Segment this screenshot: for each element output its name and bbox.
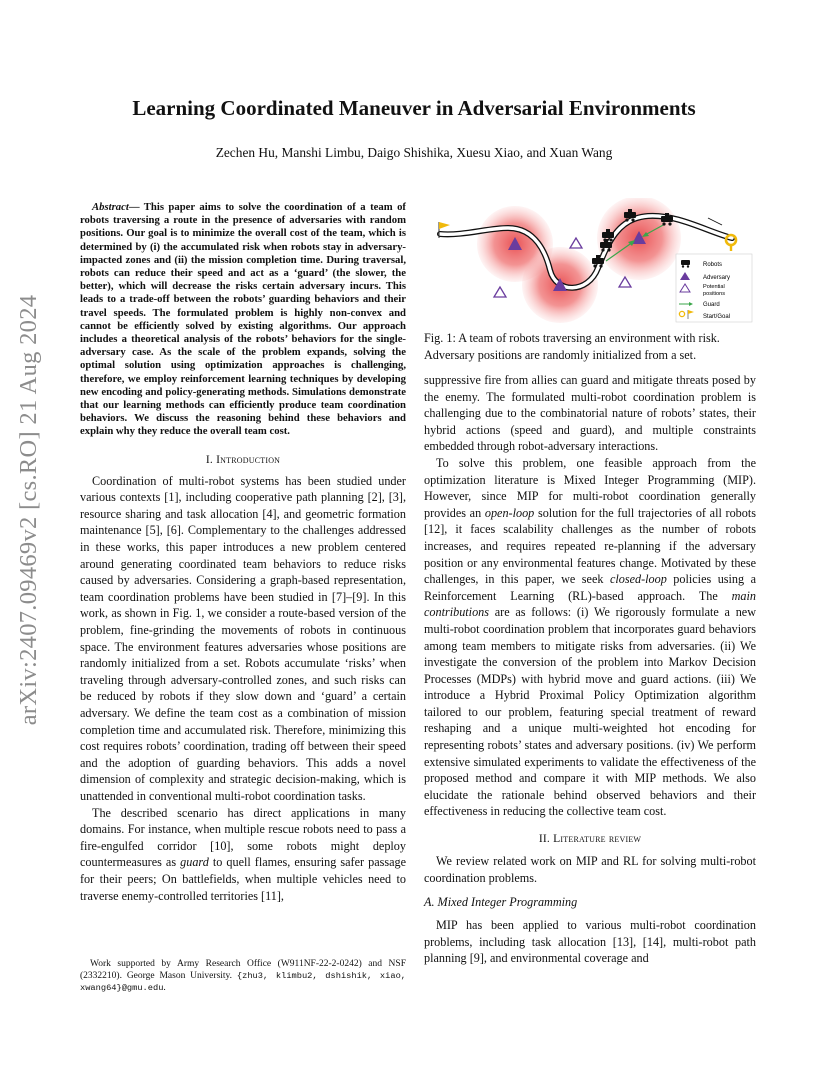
- right-paragraph-1: suppressive fire from allies can guard and mitigate threats posed by the enemy. The formulated multi-robot coordination problem is challenging due to the combinatorial nature of robots’ states, their hybrid actions (speed and guard), and multiple constraints embedded through robot-adversary interactions.: [424, 373, 756, 454]
- intro-p2-part-a: The described scenario has direct applications in many domains. For instance, when multiple rescue robots need to pass a fire-engulfed corridor [10], some robots might deploy countermeasures as: [80, 805, 406, 870]
- section-number: II.: [538, 832, 554, 846]
- legend-potential-label-1: Potential: [703, 284, 725, 290]
- potential-position-icon: [494, 287, 506, 297]
- intro-paragraph-1: Coordination of multi-robot systems has been studied under various contexts [1], including cooperative path planning [2], [3], resource sharing and task allocation [4], and geometric formation maintenance [5], [6]. Complementary to the challenges addressed in these works, this paper introduces a new problem centered around generating coordinated team behaviors to reduce risks caused by adversaries. Considering a graph-based representation, team coordination problems have been studied in [7]–[9]. In this work, as shown in Fig. 1, we consider a route-based version of the problem, fine-grinding the movements of robots in continuous space. The environment features adversaries whose positions are randomly initialized from a set. Robots accumulate ‘risks’ when traveling through adversary-controlled zones, and such risks can be reduced by robots if they slow down and ‘guard’ a certain adversary. We define the team cost as a combination of mission completion time and accumulated risk. Therefore, minimizing this cost requires robots’ coordination, trading off between their speed and the adoption of guarding behaviors. This adds a novel dimension of complexity and strategic decision-making, which is unattended in conventional multi-robot coordination tasks.: [80, 473, 406, 803]
- footnote-end: .: [163, 983, 166, 994]
- figure-1: [428, 198, 756, 324]
- legend-potential-label-2: positions: [703, 291, 726, 297]
- potential-position-icon: [570, 238, 582, 248]
- right-paragraph-3: We review related work on MIP and RL for solving multi-robot coordination problems.: [424, 854, 756, 885]
- right-p2-part-b: solution for the full trajectories of all robots [12], it faces scalability challenges as the number of robots increases, and requires repeated re-planning if the adversary position or any environmental features change. Motivated by these challenges, in this paper, we seek: [424, 505, 756, 587]
- left-column: [80, 201, 406, 904]
- right-p2-emphasis-3: main contributions: [424, 588, 756, 620]
- right-p2-emphasis-2: closed-loop: [609, 572, 667, 587]
- legend-adversary-label: Adversary: [703, 275, 731, 281]
- right-column: [424, 372, 756, 967]
- motion-dash: [708, 218, 722, 225]
- footnote: [80, 958, 406, 995]
- figure-1-caption: Fig. 1: A team of robots traversing an environment with risk. Adversary positions are randomly initialized from a set.: [424, 331, 720, 362]
- footnote-text: Work supported by Army Research Office (W911NF-22-2-0242) and NSF (2332210). George Mason University.: [80, 959, 406, 982]
- intro-paragraph-2: [80, 805, 406, 905]
- author-list: Zechen Hu, Manshi Limbu, Daigo Shishika, Xuesu Xiao, and Xuan Wang: [215, 145, 613, 160]
- section-heading-literature-review: [424, 832, 756, 845]
- abstract-label: Abstract: [92, 201, 129, 213]
- right-p2-part-d: are as follows: (i) We rigorously formulate a new multi-robot coordination problem that incorporates guard behaviors among team members to mitigate risks from adversaries. (ii) We investigate the conversion of the problem into Markov Decision Processes (MDPs) with hybrid move and guard actions. (iii) We introduce a Hybrid Proximal Policy Optimization algorithm tailored to our problem, featuring special treatment of reward reshaping and a unique multi-weighted hot encoding for representing robots’ states and adversary positions. (iv) We perform extensive simulated experiments to validate the effectiveness of the proposed method and compare it with MIP methods. We also elucidate the rationale behind observed behaviors and their effectiveness in reducing the collective team cost.: [424, 605, 756, 819]
- legend-startgoal-label: Start/Goal: [703, 314, 731, 320]
- right-p2-part-a: To solve this problem, one feasible approach from the optimization literature is Mixed Integer Programming (MIP). However, since MIP for multi-robot coordination generally provides an: [424, 455, 756, 520]
- right-p2-part-c: policies using a Reinforcement Learning (RL)-based approach. The: [424, 572, 756, 603]
- section-number: I.: [205, 452, 217, 466]
- legend-guard-label: Guard: [703, 302, 720, 308]
- section-title: Introduction: [216, 452, 281, 466]
- footnote-emails: {zhu3, klimbu2, dshishik, xiao, xwang64}@gmu.edu: [80, 971, 406, 994]
- subsection-heading-mip: A. Mixed Integer Programming: [424, 895, 578, 910]
- abstract: [80, 201, 406, 439]
- intro-p2-emphasis: guard: [180, 855, 209, 870]
- right-paragraph-4: MIP has been applied to various multi-robot coordination problems, including task allocation [13], [14], multi-robot path planning [9], and environmental coverage and: [424, 918, 756, 966]
- arxiv-identifier: [14, 280, 44, 740]
- section-heading-introduction: [80, 453, 406, 466]
- paper-title: Learning Coordinated Maneuver in Adversarial Environments: [132, 96, 696, 120]
- legend-robots-label: Robots: [703, 262, 723, 268]
- right-p2-emphasis-1: open-loop: [484, 505, 535, 520]
- figure-1-caption-block: [424, 330, 758, 363]
- section-title: Literature review: [553, 832, 642, 846]
- figure-1-illustration: [428, 198, 756, 324]
- intro-p2-part-b: to quell flames, ensuring safer passage for their peers; On battlefields, when multiple vehicles need to traverse enemy-controlled territories [11],: [80, 855, 407, 903]
- right-paragraph-2: [424, 455, 756, 820]
- arxiv-identifier-text: arXiv:2407.09469v2 [cs.RO] 21 Aug 2024: [15, 294, 42, 726]
- abstract-text: — This paper aims to solve the coordination of a team of robots traversing a route in the presence of adversaries with random positions. Our goal is to minimize the overall cost of the team, which is determined by (i) the accumulated risk when robots stay in adversary-impacted zones and (ii) the mission completion time. During traversal, robots can reduce their speed and act as a ‘guard’ (the slower, the better), which will decrease the risks certain adversary incurs. This leads to a trade-off between the robots’ guarding behaviors and their travel speeds. The formulated problem is highly non-convex and cannot be efficiently solved by existing algorithms. Our approach includes a theoretical analysis of the robots’ behaviors for the single-adversary case. As the scale of the problem expands, solving the optimal solution using optimization approaches is challenging, therefore, we employ reinforcement learning techniques by developing new encoding and policy-generating methods. Simulations demonstrate that our learning methods can efficiently produce team coordination behaviors. We discuss the reasoning behind these behaviors and explain why they reduce the overall team cost.: [80, 201, 406, 438]
- legend: [676, 254, 752, 322]
